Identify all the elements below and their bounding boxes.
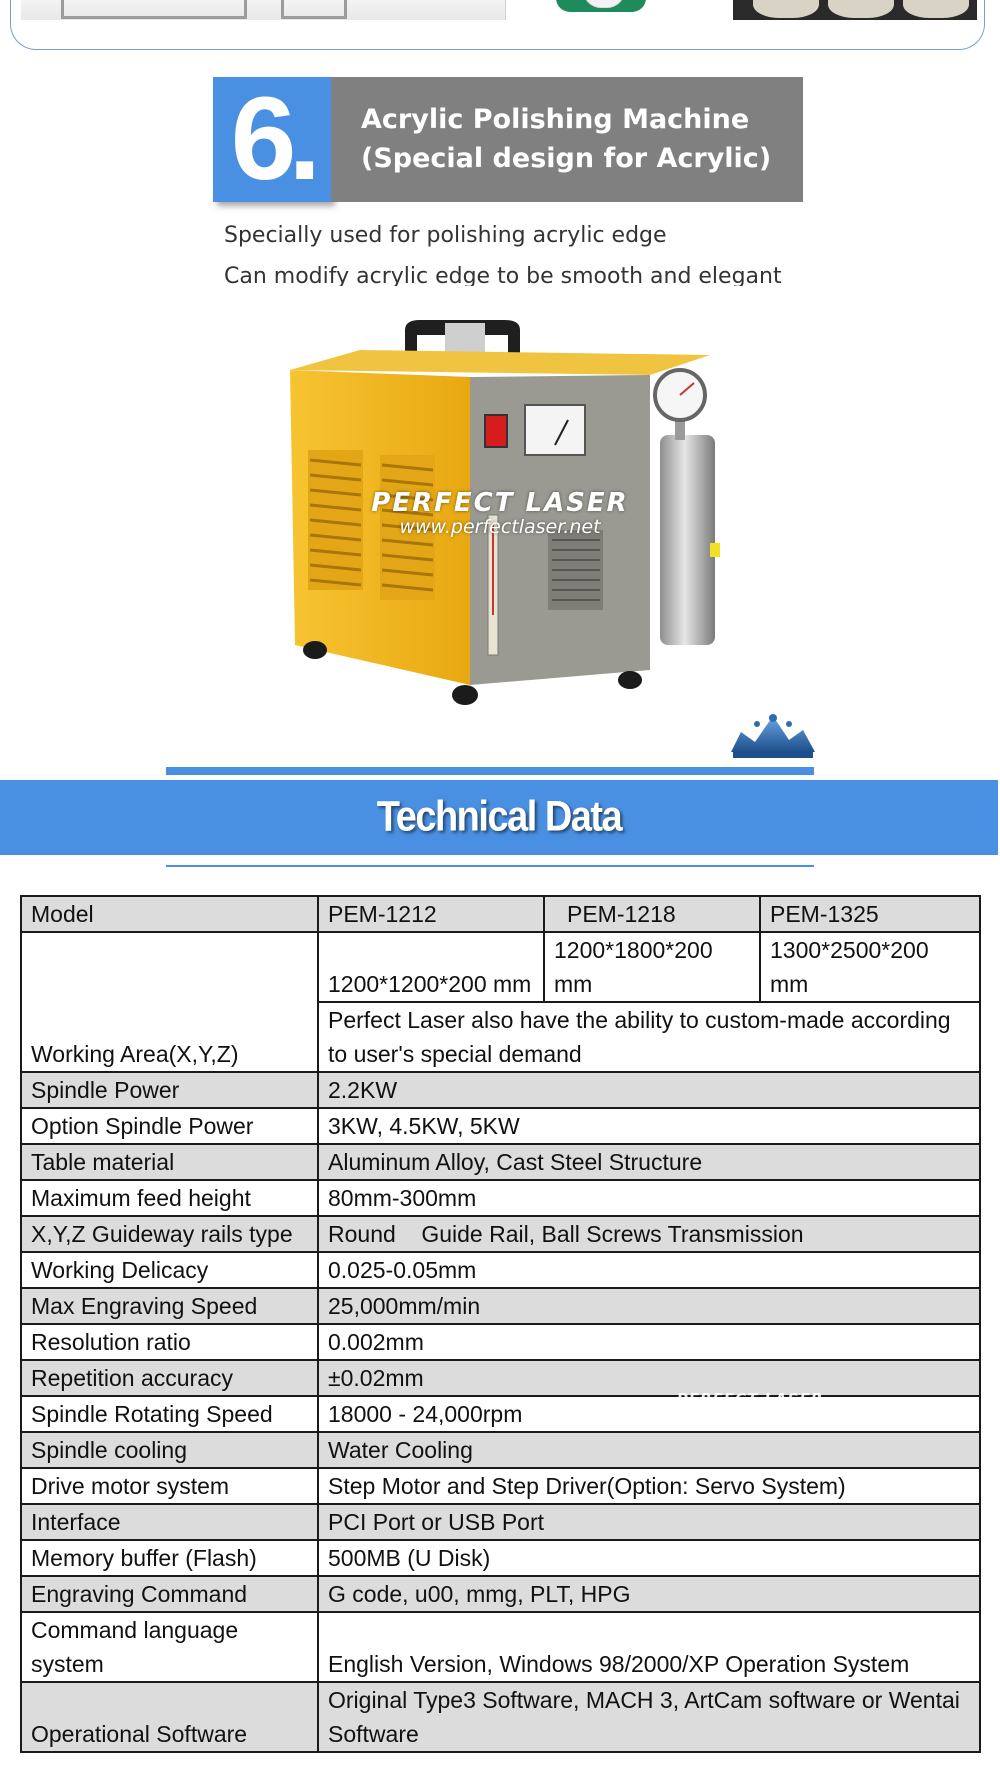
table-row: [21, 1468, 980, 1504]
watermark-brand: PERFECT LASER: [676, 1390, 824, 1408]
section-title-line-1: Acrylic Polishing Machine: [361, 104, 750, 135]
row-value: English Version, Windows 98/2000/XP Operation System: [318, 1612, 980, 1682]
row-value: 0.025-0.05mm: [318, 1252, 980, 1288]
working-area-cell: 1200*1800*200 mm: [544, 932, 760, 1002]
power-switch: [485, 415, 507, 447]
material-photo: [733, 0, 977, 20]
section-header: [213, 73, 803, 205]
table-row: [21, 1252, 980, 1288]
row-label: Table material: [21, 1144, 318, 1180]
row-label: Interface: [21, 1504, 318, 1540]
row-value: Original Type3 Software, MACH 3, ArtCam software or Wentai Software: [318, 1682, 980, 1752]
table-row: [21, 1072, 980, 1108]
section-title-line-2: (Special design for Acrylic): [361, 143, 772, 174]
table-row-model: [21, 896, 980, 932]
component-photo: [531, 0, 701, 20]
row-label: Operational Software: [21, 1682, 318, 1752]
table-row: [21, 1180, 980, 1216]
spec-table-body: [21, 896, 980, 1072]
row-label: Working Delicacy: [21, 1252, 318, 1288]
crown-icon: [727, 710, 819, 760]
material-piece: [753, 0, 819, 18]
row-value: Round Guide Rail, Ball Screws Transmission: [318, 1216, 980, 1252]
table-watermark: [650, 1390, 850, 1420]
row-label: X,Y,Z Guideway rails type: [21, 1216, 318, 1252]
row-label: Model: [21, 896, 318, 932]
model-cell: PEM-1218: [544, 896, 760, 932]
row-value: Water Cooling: [318, 1432, 980, 1468]
watermark-url: www.perfectlaser.net: [686, 1406, 814, 1420]
machine-top: [290, 350, 710, 375]
machine-frame-shape: [61, 0, 247, 19]
material-piece: [828, 0, 894, 18]
banner-rule-bottom: [166, 865, 814, 867]
watermark-brand: PERFECT LASER: [371, 488, 629, 518]
table-row: [21, 1612, 980, 1682]
working-area-cell: 1300*2500*200 mm: [760, 932, 980, 1002]
row-label: Maximum feed height: [21, 1180, 318, 1216]
row-label: Command language system: [21, 1612, 318, 1682]
working-area-cell: 1200*1200*200 mm: [318, 932, 544, 1002]
machine-foot: [303, 641, 327, 659]
technical-data-banner: [0, 780, 998, 855]
previous-section-frame: [10, 0, 985, 50]
model-cell: PEM-1212: [318, 896, 544, 932]
machine-foot: [618, 671, 642, 689]
row-label: Memory buffer (Flash): [21, 1540, 318, 1576]
row-label: Resolution ratio: [21, 1324, 318, 1360]
row-value: 80mm-300mm: [318, 1180, 980, 1216]
row-value: Step Motor and Step Driver(Option: Servo System): [318, 1468, 980, 1504]
working-area-note: Perfect Laser also have the ability to custom-made according to user's special demand: [318, 1002, 980, 1072]
table-row: [21, 1288, 980, 1324]
machine-foot: [452, 685, 478, 705]
material-piece: [903, 0, 969, 18]
section-description-1: Specially used for polishing acrylic edge: [224, 223, 667, 248]
row-label: Repetition accuracy: [21, 1360, 318, 1396]
banner-rule-top: [166, 767, 814, 775]
row-value: 3KW, 4.5KW, 5KW: [318, 1108, 980, 1144]
ammeter: [525, 405, 585, 455]
table-row: [21, 1682, 980, 1752]
row-value: PCI Port or USB Port: [318, 1504, 980, 1540]
row-label: Spindle cooling: [21, 1432, 318, 1468]
table-row: [21, 1324, 980, 1360]
table-row: [21, 1216, 980, 1252]
row-label: Spindle Power: [21, 1072, 318, 1108]
table-row-working-area: [21, 932, 980, 1002]
row-value: ±0.02mm: [318, 1360, 980, 1396]
row-label: Working Area(X,Y,Z): [21, 932, 318, 1072]
table-row: [21, 1540, 980, 1576]
table-row: [21, 1108, 980, 1144]
row-value: 0.002mm: [318, 1324, 980, 1360]
row-value: Aluminum Alloy, Cast Steel Structure: [318, 1144, 980, 1180]
table-row: [21, 1432, 980, 1468]
section-number: 6.: [213, 77, 331, 202]
table-row: [21, 1144, 980, 1180]
bubbler-cylinder: [660, 435, 715, 645]
spec-table: [20, 895, 981, 1753]
machine-photo: [21, 0, 506, 20]
section-description-2: Can modify acrylic edge to be smooth and elegant: [224, 264, 782, 286]
table-row: [21, 1576, 980, 1612]
row-label: Option Spindle Power: [21, 1108, 318, 1144]
row-value: G code, u00, mmg, PLT, HPG: [318, 1576, 980, 1612]
technical-data-title: Technical Data: [376, 793, 622, 841]
row-value: 25,000mm/min: [318, 1288, 980, 1324]
watermark-url: www.perfectlaser.net: [399, 516, 601, 538]
row-label: Spindle Rotating Speed: [21, 1396, 318, 1432]
row-label: Max Engraving Speed: [21, 1288, 318, 1324]
model-cell: PEM-1325: [760, 896, 980, 932]
table-row: [21, 1504, 980, 1540]
row-value: 500MB (U Disk): [318, 1540, 980, 1576]
image-watermark: [350, 488, 650, 538]
handle-block: [445, 323, 485, 353]
row-label: Engraving Command: [21, 1576, 318, 1612]
machine-frame-shape: [281, 0, 347, 19]
row-label: Drive motor system: [21, 1468, 318, 1504]
section-title: [331, 77, 803, 202]
row-value: 18000 - 24,000rpm: [318, 1396, 980, 1432]
row-value: 2.2KW: [318, 1072, 980, 1108]
